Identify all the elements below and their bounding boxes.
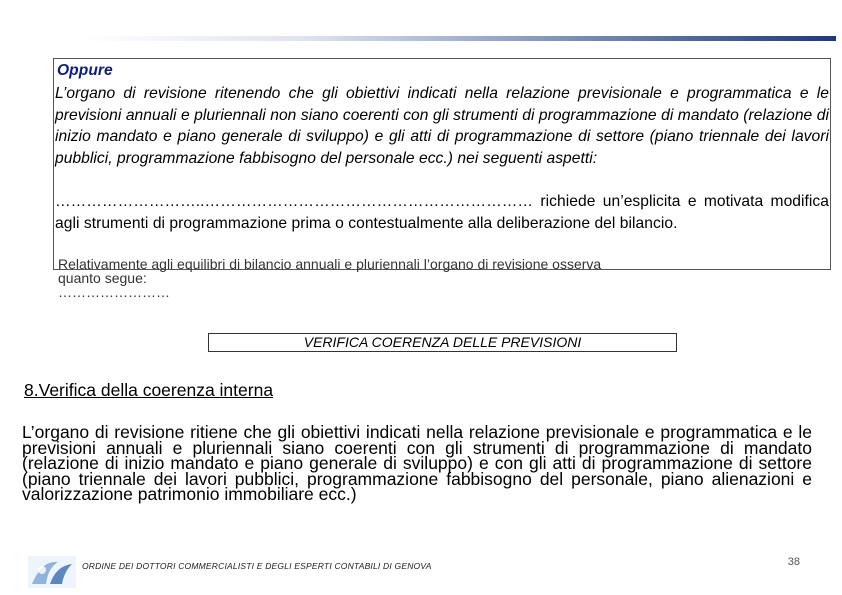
equilibri-line-2: quanto segue:: [58, 270, 147, 286]
equilibri-note: [58, 257, 758, 299]
section-banner: VERIFICA COERENZA DELLE PREVISIONI: [208, 333, 677, 352]
alternative-text-box: [53, 58, 831, 270]
equilibri-line-3: ……………………: [58, 284, 170, 300]
box-paragraph-2: ………………………..……………………………………………………… richiede un’esplicita e motivata modifica agli strumenti di programmazione prima o contestualmente alla deliberazione del bilancio.: [55, 193, 829, 232]
section-title: Verifica della coerenza interna: [38, 380, 274, 400]
order-logo-icon: [28, 556, 76, 588]
section-paragraph: L’organo di revisione ritiene che gli obiettivi indicati nella relazione previsionale e programmatica e le previsioni annuali e pluriennali siano coerenti con gli strumenti di programmazione di mandato (relazione di inizio mandato e piano generale di sviluppo) e con gli atti di programmazione di settore (piano triennale dei lavori pubblici, programmazione fabbisogno del personale, piano alienazioni e valorizzazione patrimonio immobiliare ecc.): [22, 422, 812, 505]
box-title: Oppure: [57, 62, 113, 79]
footer-organization: ORDINE DEI DOTTORI COMMERCIALISTI E DEGLI ESPERTI CONTABILI DI GENOVA: [82, 561, 432, 571]
page-number: 38: [787, 556, 800, 568]
section-number: 8.: [24, 380, 39, 400]
equilibri-line-1: Relativamente agli equilibri di bilancio annuali e pluriennali l’organo di revisione osserva: [58, 256, 602, 272]
section-heading: [24, 380, 273, 401]
box-paragraph: L’organo di revisione ritenendo che gli obiettivi indicati nella relazione previsionale e programmatica e le previsioni annuali e pluriennali non siano coerenti con gli strumenti di programmazione di mandato (relazione di inizio mandato e piano generale di sviluppo) e gli atti di programmazione di settore (piano triennale dei lavori pubblici, programmazione fabbisogno del personale ecc.) nei seguenti aspetti:: [55, 85, 829, 167]
header-rule: [80, 36, 836, 41]
